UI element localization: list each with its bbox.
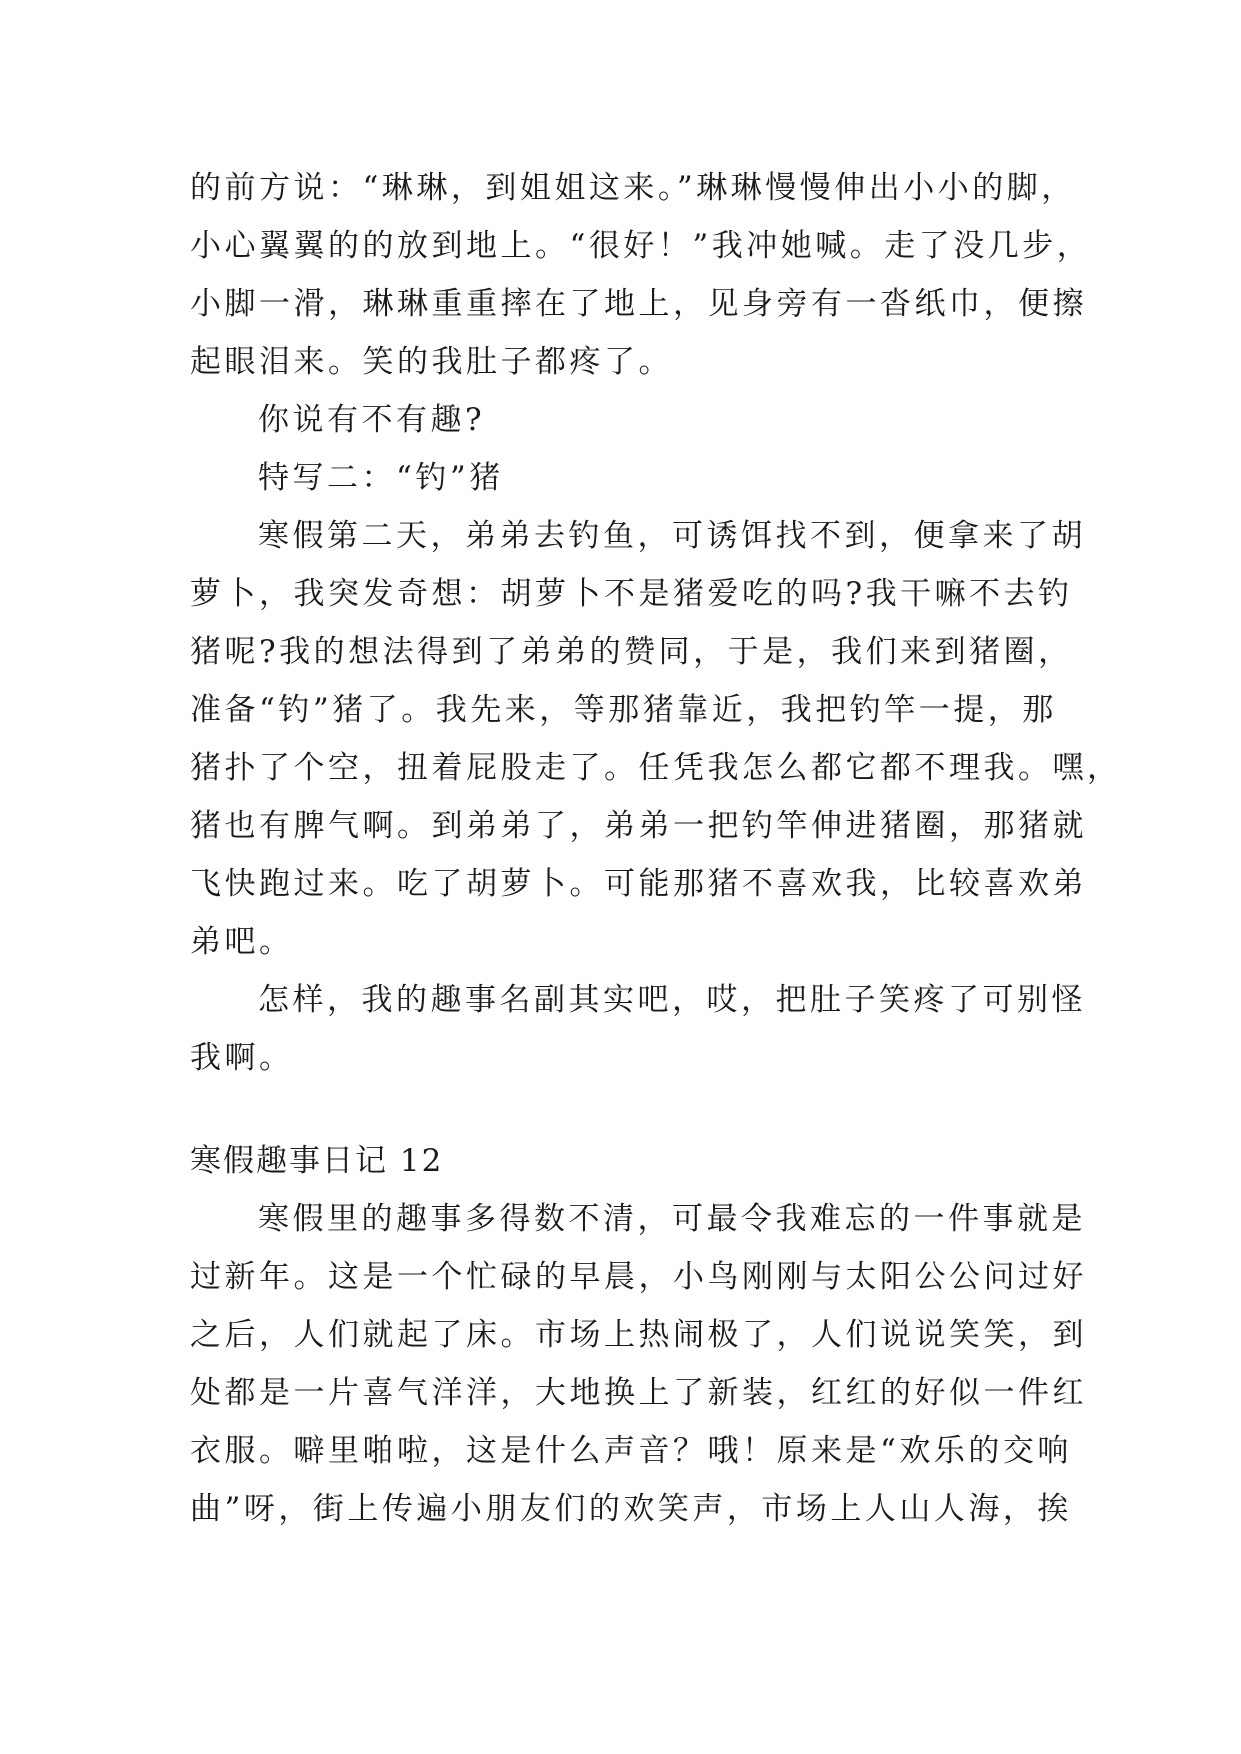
text-line: 曲”呀，街上传遍小朋友们的欢笑声，市场上人山人海，挨: [190, 1491, 1072, 1527]
text-line: 衣服。噼里啪啦，这是什么声音？哦！原来是“欢乐的交响: [190, 1433, 1072, 1469]
text-line: 猪扑了个空，扭着屁股走了。任凭我怎么都它都不理我。嘿，: [190, 750, 1122, 786]
essay-body-part-1: [190, 159, 1122, 1087]
essay-body-part-2: [190, 1190, 1087, 1538]
text-line: 飞快跑过来。吃了胡萝卜。可能那猪不喜欢我，比较喜欢弟: [190, 866, 1087, 902]
text-line: 我啊。: [190, 1040, 294, 1076]
text-line: 小脚一滑，琳琳重重摔在了地上，见身旁有一沓纸巾，便擦: [190, 286, 1087, 322]
text-line: 准备“钓”猪了。我先来，等那猪靠近，我把钓竿一提，那: [190, 692, 1057, 728]
text-line: 寒假第二天，弟弟去钓鱼，可诱饵找不到，便拿来了胡: [258, 518, 1086, 554]
text-line: 怎样，我的趣事名副其实吧，哎，把肚子笑疼了可别怪: [258, 982, 1086, 1018]
text-line: 你说有不有趣?: [258, 402, 486, 438]
text-line: 过新年。这是一个忙碌的早晨，小鸟刚刚与太阳公公问过好: [190, 1259, 1087, 1295]
text-line: 寒假里的趣事多得数不清，可最令我难忘的一件事就是: [258, 1201, 1086, 1237]
text-line: 萝卜，我突发奇想：胡萝卜不是猪爱吃的吗?我干嘛不去钓: [190, 576, 1073, 612]
section-subtitle: 特写二：“钓”猪: [258, 460, 504, 496]
essay-heading: 寒假趣事日记 12: [190, 1143, 444, 1179]
text-line: 之后，人们就起了床。市场上热闹极了，人们说说笑笑，到: [190, 1317, 1087, 1353]
text-line: 的前方说：“琳琳，到姐姐这来。”琳琳慢慢伸出小小的脚，: [190, 170, 1076, 206]
text-line: 猪也有脾气啊。到弟弟了，弟弟一把钓竿伸进猪圈，那猪就: [190, 808, 1087, 844]
text-line: 起眼泪来。笑的我肚子都疼了。: [190, 344, 673, 380]
text-line: 处都是一片喜气洋洋，大地换上了新装，红红的好似一件红: [190, 1375, 1087, 1411]
text-line: 猪呢?我的想法得到了弟弟的赞同，于是，我们来到猪圈，: [190, 634, 1073, 670]
text-line: 弟吧。: [190, 924, 294, 960]
text-line: 小心翼翼的的放到地上。“很好！”我冲她喊。走了没几步，: [190, 228, 1092, 264]
